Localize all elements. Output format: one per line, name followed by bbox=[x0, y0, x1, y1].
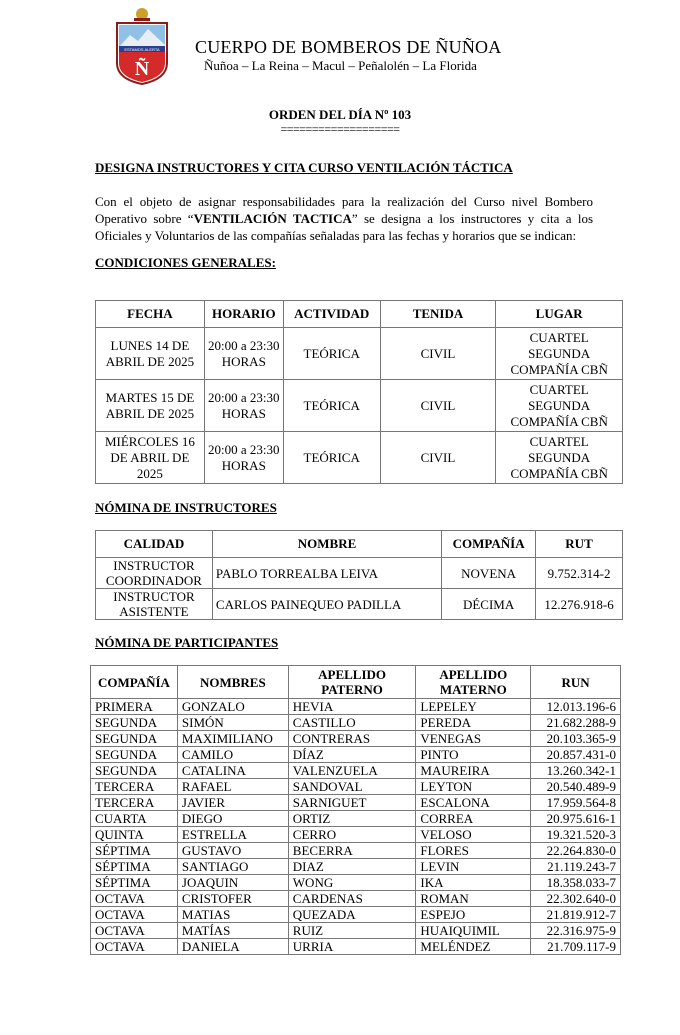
instructors-table bbox=[95, 530, 623, 620]
participants-cell: SÉPTIMA bbox=[91, 875, 178, 891]
organization-name: CUERPO DE BOMBEROS DE ÑUÑOA bbox=[195, 37, 502, 57]
conditions-header-cell: HORARIO bbox=[204, 301, 283, 328]
participants-cell: LEVIN bbox=[416, 859, 531, 875]
conditions-cell: CIVIL bbox=[380, 432, 496, 484]
participants-cell: GONZALO bbox=[177, 699, 288, 715]
participants-body bbox=[91, 699, 621, 955]
participants-cell: FLORES bbox=[416, 843, 531, 859]
participants-cell: OCTAVA bbox=[91, 923, 178, 939]
participants-cell: LEYTON bbox=[416, 779, 531, 795]
participants-cell: VELOSO bbox=[416, 827, 531, 843]
participants-cell: 21.119.243-7 bbox=[531, 859, 621, 875]
conditions-cell: 20:00 a 23:30 HORAS bbox=[204, 432, 283, 484]
participants-cell: ESCALONA bbox=[416, 795, 531, 811]
conditions-cell: CUARTEL SEGUNDA COMPAÑÍA CBÑ bbox=[496, 328, 623, 380]
participants-cell: MAUREIRA bbox=[416, 763, 531, 779]
participants-cell: CAMILO bbox=[177, 747, 288, 763]
participants-cell: ESTRELLA bbox=[177, 827, 288, 843]
participants-cell: JOAQUIN bbox=[177, 875, 288, 891]
logo-letter: Ñ bbox=[134, 58, 150, 80]
participants-cell: TERCERA bbox=[91, 795, 178, 811]
conditions-body bbox=[96, 328, 623, 484]
instructors-header-cell: COMPAÑÍA bbox=[442, 531, 536, 558]
participants-cell: HEVIA bbox=[288, 699, 416, 715]
conditions-row bbox=[96, 432, 623, 484]
instructors-cell: PABLO TORREALBA LEIVA bbox=[212, 558, 441, 589]
participants-cell: VENEGAS bbox=[416, 731, 531, 747]
instructors-cell: DÉCIMA bbox=[442, 589, 536, 620]
participants-cell: SEGUNDA bbox=[91, 731, 178, 747]
participants-cell: 20.540.489-9 bbox=[531, 779, 621, 795]
participants-row bbox=[91, 859, 621, 875]
participants-cell: CASTILLO bbox=[288, 715, 416, 731]
participants-cell: OCTAVA bbox=[91, 939, 178, 955]
instructors-cell: CARLOS PAINEQUEO PADILLA bbox=[212, 589, 441, 620]
participants-cell: RUIZ bbox=[288, 923, 416, 939]
conditions-cell: TEÓRICA bbox=[283, 328, 380, 380]
participants-cell: VALENZUELA bbox=[288, 763, 416, 779]
participants-row bbox=[91, 715, 621, 731]
participants-cell: 22.264.830-0 bbox=[531, 843, 621, 859]
participants-cell: IKA bbox=[416, 875, 531, 891]
participants-cell: SIMÓN bbox=[177, 715, 288, 731]
participants-header-cell: APELLIDO PATERNO bbox=[288, 666, 416, 699]
conditions-cell: CIVIL bbox=[380, 380, 496, 432]
instructors-row bbox=[96, 589, 623, 620]
participants-cell: SANTIAGO bbox=[177, 859, 288, 875]
participants-cell: PINTO bbox=[416, 747, 531, 763]
conditions-cell: LUNES 14 DE ABRIL DE 2025 bbox=[96, 328, 205, 380]
participants-cell: DÍAZ bbox=[288, 747, 416, 763]
conditions-cell: CIVIL bbox=[380, 328, 496, 380]
communes-line: Ñuñoa – La Reina – Macul – Peñalolén – La Florida bbox=[204, 58, 477, 73]
participants-cell: MATÍAS bbox=[177, 923, 288, 939]
instructors-header-cell: CALIDAD bbox=[96, 531, 213, 558]
participants-cell: JAVIER bbox=[177, 795, 288, 811]
participants-row bbox=[91, 939, 621, 955]
intro-course-name: VENTILACIÓN TACTICA bbox=[193, 211, 352, 226]
participants-cell: ESPEJO bbox=[416, 907, 531, 923]
instructors-row bbox=[96, 558, 623, 589]
conditions-header-row bbox=[96, 301, 623, 328]
participants-cell: CORREA bbox=[416, 811, 531, 827]
participants-row bbox=[91, 779, 621, 795]
participants-cell: CARDENAS bbox=[288, 891, 416, 907]
instructors-cell: INSTRUCTOR COORDINADOR bbox=[96, 558, 213, 589]
participants-cell: 12.013.196-6 bbox=[531, 699, 621, 715]
participants-cell: SEGUNDA bbox=[91, 763, 178, 779]
participants-cell: SEGUNDA bbox=[91, 715, 178, 731]
participants-cell: 21.819.912-7 bbox=[531, 907, 621, 923]
participants-cell: GUSTAVO bbox=[177, 843, 288, 859]
conditions-cell: 20:00 a 23:30 HORAS bbox=[204, 380, 283, 432]
participants-cell: 22.302.640-0 bbox=[531, 891, 621, 907]
participants-cell: TERCERA bbox=[91, 779, 178, 795]
conditions-cell: CUARTEL SEGUNDA COMPAÑÍA CBÑ bbox=[496, 380, 623, 432]
conditions-header-cell: FECHA bbox=[96, 301, 205, 328]
participants-cell: OCTAVA bbox=[91, 907, 178, 923]
participants-row bbox=[91, 731, 621, 747]
participants-row bbox=[91, 843, 621, 859]
conditions-cell: CUARTEL SEGUNDA COMPAÑÍA CBÑ bbox=[496, 432, 623, 484]
participants-row bbox=[91, 923, 621, 939]
instructors-header-cell: RUT bbox=[536, 531, 623, 558]
participants-cell: DIAZ bbox=[288, 859, 416, 875]
participants-header-row bbox=[91, 666, 621, 699]
participants-cell: BECERRA bbox=[288, 843, 416, 859]
participants-header-cell: COMPAÑÍA bbox=[91, 666, 178, 699]
participants-cell: MAXIMILIANO bbox=[177, 731, 288, 747]
participants-cell: 20.103.365-9 bbox=[531, 731, 621, 747]
participants-row bbox=[91, 763, 621, 779]
participants-row bbox=[91, 811, 621, 827]
participants-cell: OCTAVA bbox=[91, 891, 178, 907]
participants-cell: DIEGO bbox=[177, 811, 288, 827]
participants-cell: CATALINA bbox=[177, 763, 288, 779]
conditions-header-cell: LUGAR bbox=[496, 301, 623, 328]
participants-cell: 22.316.975-9 bbox=[531, 923, 621, 939]
conditions-row bbox=[96, 328, 623, 380]
participants-row bbox=[91, 699, 621, 715]
participants-header-cell: RUN bbox=[531, 666, 621, 699]
conditions-cell: TEÓRICA bbox=[283, 432, 380, 484]
order-title: ORDEN DEL DÍA Nº 103 bbox=[268, 107, 412, 122]
conditions-heading: CONDICIONES GENERALES: bbox=[95, 255, 276, 270]
participants-row bbox=[91, 875, 621, 891]
participants-header-cell: NOMBRES bbox=[177, 666, 288, 699]
participants-cell: MELÉNDEZ bbox=[416, 939, 531, 955]
intro-paragraph bbox=[95, 193, 593, 244]
participants-cell: QUEZADA bbox=[288, 907, 416, 923]
instructors-body bbox=[96, 558, 623, 620]
conditions-header-cell: TENIDA bbox=[380, 301, 496, 328]
conditions-cell: 20:00 a 23:30 HORAS bbox=[204, 328, 283, 380]
instructors-header-cell: NOMBRE bbox=[212, 531, 441, 558]
participants-cell: 20.857.431-0 bbox=[531, 747, 621, 763]
participants-row bbox=[91, 827, 621, 843]
participants-cell: PEREDA bbox=[416, 715, 531, 731]
participants-cell: SANDOVAL bbox=[288, 779, 416, 795]
instructors-cell: 12.276.918-6 bbox=[536, 589, 623, 620]
participants-cell: PRIMERA bbox=[91, 699, 178, 715]
conditions-table bbox=[95, 300, 623, 484]
subject-heading: DESIGNA INSTRUCTORES Y CITA CURSO VENTILACIÓN TÁCTICA bbox=[95, 160, 513, 175]
participants-row bbox=[91, 795, 621, 811]
conditions-cell: MARTES 15 DE ABRIL DE 2025 bbox=[96, 380, 205, 432]
participants-cell: RAFAEL bbox=[177, 779, 288, 795]
participants-cell: ROMAN bbox=[416, 891, 531, 907]
participants-cell: 20.975.616-1 bbox=[531, 811, 621, 827]
logo-banner: ESTAMOS ALERTA bbox=[124, 47, 160, 52]
instructors-heading: NÓMINA DE INSTRUCTORES bbox=[95, 500, 277, 515]
participants-cell: 17.959.564-8 bbox=[531, 795, 621, 811]
participants-cell: WONG bbox=[288, 875, 416, 891]
participants-cell: SEGUNDA bbox=[91, 747, 178, 763]
participants-row bbox=[91, 907, 621, 923]
participants-cell: LEPELEY bbox=[416, 699, 531, 715]
participants-header-cell: APELLIDO MATERNO bbox=[416, 666, 531, 699]
instructors-cell: 9.752.314-2 bbox=[536, 558, 623, 589]
participants-row bbox=[91, 747, 621, 763]
participants-cell: 13.260.342-1 bbox=[531, 763, 621, 779]
participants-cell: 19.321.520-3 bbox=[531, 827, 621, 843]
participants-cell: URRIA bbox=[288, 939, 416, 955]
participants-heading: NÓMINA DE PARTICIPANTES bbox=[95, 635, 279, 650]
participants-cell: 21.682.288-9 bbox=[531, 715, 621, 731]
intro-text-start: Con el objeto de asignar responsabilidades para la realización del Curso nivel Bombero Operativo sobre “ bbox=[95, 194, 593, 226]
conditions-cell: MIÉRCOLES 16 DE ABRIL DE 2025 bbox=[96, 432, 205, 484]
conditions-header-cell: ACTIVIDAD bbox=[283, 301, 380, 328]
participants-cell: HUAIQUIMIL bbox=[416, 923, 531, 939]
participants-cell: 18.358.033-7 bbox=[531, 875, 621, 891]
participants-cell: ORTIZ bbox=[288, 811, 416, 827]
participants-cell: CUARTA bbox=[91, 811, 178, 827]
participants-cell: SÉPTIMA bbox=[91, 859, 178, 875]
instructors-cell: INSTRUCTOR ASISTENTE bbox=[96, 589, 213, 620]
participants-cell: CONTRERAS bbox=[288, 731, 416, 747]
intro-text-end: ” se designa a los instructores y cita a los Oficiales y Voluntarios de las compañías señaladas para las fechas y horarios que se indican: bbox=[95, 211, 594, 243]
order-title-rule: =================== bbox=[280, 122, 400, 136]
participants-cell: QUINTA bbox=[91, 827, 178, 843]
instructors-cell: NOVENA bbox=[442, 558, 536, 589]
participants-row bbox=[91, 891, 621, 907]
participants-cell: CERRO bbox=[288, 827, 416, 843]
participants-cell: SÉPTIMA bbox=[91, 843, 178, 859]
participants-cell: MATIAS bbox=[177, 907, 288, 923]
participants-cell: CRISTOFER bbox=[177, 891, 288, 907]
instructors-header-row bbox=[96, 531, 623, 558]
conditions-cell: TEÓRICA bbox=[283, 380, 380, 432]
conditions-row bbox=[96, 380, 623, 432]
participants-table bbox=[90, 665, 621, 955]
fire-department-logo bbox=[114, 5, 170, 85]
participants-cell: SARNIGUET bbox=[288, 795, 416, 811]
participants-cell: 21.709.117-9 bbox=[531, 939, 621, 955]
participants-cell: DANIELA bbox=[177, 939, 288, 955]
